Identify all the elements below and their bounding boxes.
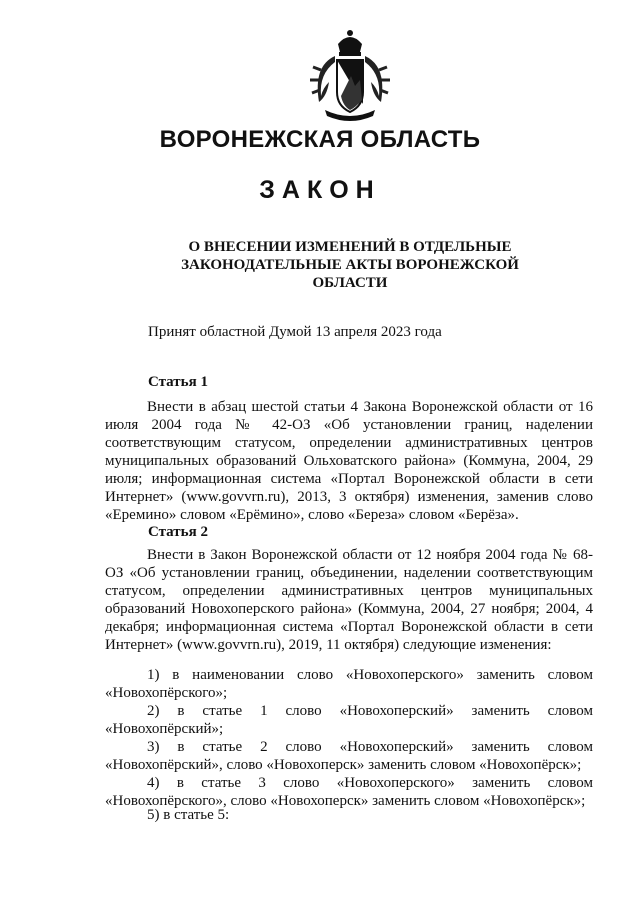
list-item: 4) в статье 3 слово «Новохоперского» заменить словом «Новохопёрского», слово «Новохоперск» заменить словом «Новохопёрск»; (105, 775, 593, 809)
list-item: 5) в статье 5: (147, 807, 230, 823)
adoption-line: Принят областной Думой 13 апреля 2023 года (148, 324, 442, 340)
article-2-text: Внести в Закон Воронежской области от 12 ноября 2004 года № 68-ОЗ «Об установлении границ, объединении, наделении соответствующим статусом, определении административных центров муниципальных образований Новохоперского района» (Коммуна, 2004, 27 ноября; 2004, 4 декабря; информационная система «Портал Воронежской области в сети Интернет» (www.govvrn.ru), 2019, 11 октября) следующие изменения: (105, 547, 593, 653)
voronezh-coat-of-arms-icon (305, 26, 395, 126)
law-title: О ВНЕСЕНИИ ИЗМЕНЕНИЙ В ОТДЕЛЬНЫЕ ЗАКОНОДАТЕЛЬНЫЕ АКТЫ ВОРОНЕЖСКОЙ ОБЛАСТИ (181, 239, 519, 291)
list-item: 1) в наименовании слово «Новохоперского» заменить словом «Новохопёрского»; (105, 667, 593, 701)
article-1-heading: Статья 1 (148, 374, 208, 390)
article-1-text: Внести в абзац шестой статьи 4 Закона Воронежской области от 16 июля 2004 года № 42-ОЗ «Об установлении границ, наделении соответствующим статусом, определении административных центров муниципальных образований Ольховатского района» (Коммуна, 2004, 29 июля; информационная система «Портал Воронежской области в сети Интернет» (www.govvrn.ru), 2013, 3 октября) изменения, заменив слово «Еремино» словом «Ерёмино», слово «Береза» словом «Берёза». (105, 399, 593, 523)
list-item: 2) в статье 1 слово «Новохоперский» заменить словом «Новохопёрский»; (105, 703, 593, 737)
list-item: 3) в статье 2 слово «Новохоперский» заменить словом «Новохопёрский», слово «Новохоперск» заменить словом «Новохопёрск»; (105, 739, 593, 773)
region-heading: ВОРОНЕЖСКАЯ ОБЛАСТЬ (159, 126, 481, 153)
law-heading: ЗАКОН (259, 176, 381, 204)
article-2-heading: Статья 2 (148, 524, 208, 540)
